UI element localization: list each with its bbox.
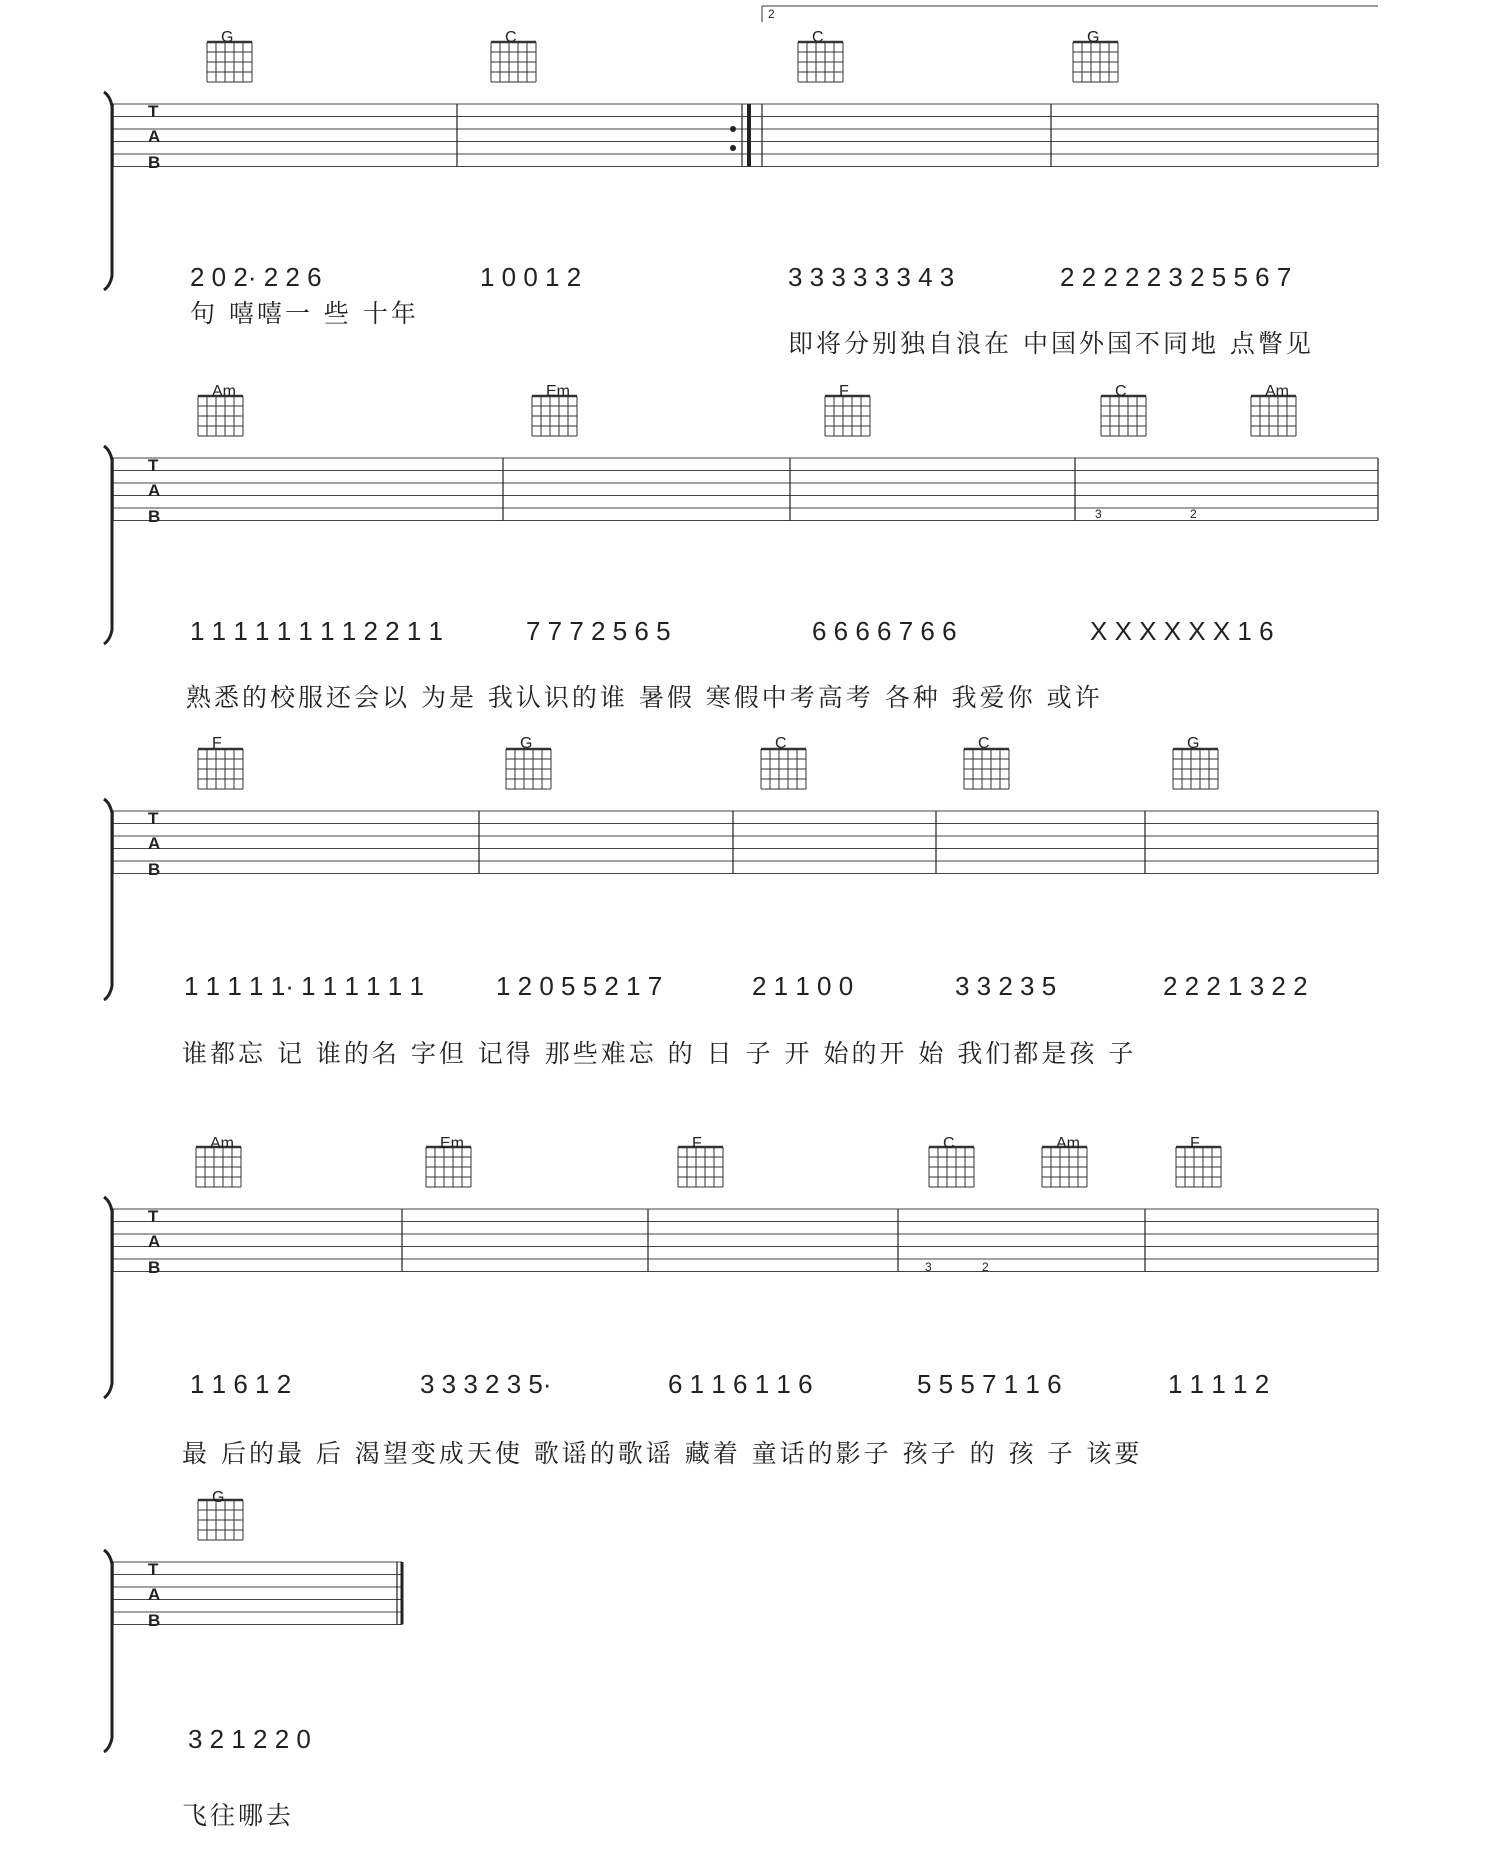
svg-text:A: A: [148, 481, 161, 500]
notation-measure: 7 7 7 2 5 6 5: [526, 616, 671, 646]
svg-text:A: A: [148, 1585, 161, 1604]
svg-text:B: B: [148, 860, 161, 879]
lyric-line: 最 后的最 后 渴望变成天使 歌谣的歌谣 藏着 童话的影子 孩子 的 孩 子 该要: [182, 1439, 1143, 1468]
chord-name: G: [212, 1489, 225, 1506]
svg-text:B: B: [148, 1611, 161, 1630]
notation-measure: X X X X X X 1 6: [1090, 616, 1274, 646]
chord-name: F: [692, 1135, 702, 1152]
notation-measure: 3 3 3 2 3 5·: [420, 1369, 552, 1399]
svg-text:B: B: [148, 1258, 161, 1277]
chord-name: Em: [546, 383, 570, 400]
notation-measure: 1 0 0 1 2: [480, 262, 582, 292]
chord-name: Am: [212, 383, 236, 400]
svg-text:T: T: [148, 102, 159, 121]
chord-names: [210, 29, 1292, 1506]
chord-name: C: [978, 735, 990, 752]
svg-text:2: 2: [982, 1260, 989, 1274]
chord-name: Em: [440, 1135, 464, 1152]
repeat-dot: [730, 126, 736, 132]
notation-measure: 6 1 1 6 1 1 6: [668, 1369, 813, 1399]
chord-name: C: [505, 29, 517, 46]
system-bracket: [104, 1550, 112, 1752]
chord-name: F: [212, 735, 222, 752]
svg-text:3: 3: [1095, 507, 1102, 521]
svg-text:A: A: [148, 1232, 161, 1251]
system-bracket: [104, 92, 112, 290]
chord-name: C: [775, 735, 787, 752]
svg-text:2: 2: [1190, 507, 1197, 521]
svg-text:A: A: [148, 834, 161, 853]
notation-measure: 1 1 1 1 1· 1 1 1 1 1 1: [184, 971, 424, 1001]
notation-measure: 5 5 5 7 1 1 6: [917, 1369, 1062, 1399]
svg-text:T: T: [148, 1207, 159, 1226]
system-bracket: [104, 1197, 112, 1398]
volta-label: 2: [768, 7, 775, 21]
svg-text:T: T: [148, 809, 159, 828]
chord-name: G: [520, 735, 533, 752]
chord-name: C: [1115, 383, 1127, 400]
chord-name: G: [1187, 735, 1200, 752]
chord-name: C: [812, 29, 824, 46]
repeat-dot: [730, 145, 736, 151]
numbered-notation: [184, 262, 1308, 1754]
svg-text:B: B: [148, 507, 161, 526]
notation-measure: 1 1 1 1 2: [1168, 1369, 1270, 1399]
notation-measure: 2 1 1 0 0: [752, 971, 854, 1001]
lyric-line: 即将分别独自浪在 中国外国不同地 点瞥见: [788, 329, 1314, 358]
chord-name: C: [943, 1135, 955, 1152]
volta-bracket: [762, 6, 1378, 22]
notation-measure: 1 1 6 1 2: [190, 1369, 292, 1399]
notation-measure: 3 3 2 3 5: [955, 971, 1057, 1001]
chord-name: Am: [1056, 1135, 1080, 1152]
notation-measure: 1 2 0 5 5 2 1 7: [496, 971, 663, 1001]
system-bracket: [104, 446, 112, 644]
chord-name: F: [839, 383, 849, 400]
notation-measure: 3 2 1 2 2 0: [188, 1724, 311, 1754]
chord-name: Am: [210, 1135, 234, 1152]
lyric-line: 句 嘻嘻一 些 十年: [190, 299, 419, 328]
tab-clef-labels: [148, 102, 160, 1630]
lyric-line: 熟悉的校服还会以 为是 我认识的谁 暑假 寒假中考高考 各种 我爱你 或许: [186, 683, 1103, 712]
svg-text:B: B: [148, 153, 161, 172]
notation-measure: 2 2 2 2 2 3 2 5 5 6 7: [1060, 262, 1292, 292]
notation-measure: 3 3 3 3 3 3 4 3: [788, 262, 955, 292]
notation-measure: 2 0 2· 2 2 6: [190, 262, 322, 292]
chord-name: G: [1087, 29, 1100, 46]
notation-measure: 1 1 1 1 1 1 1 1 2 2 1 1: [190, 616, 443, 646]
notation-measure: 2 2 2 1 3 2 2: [1163, 971, 1308, 1001]
chord-name: Am: [1265, 383, 1289, 400]
svg-text:T: T: [148, 456, 159, 475]
svg-text:A: A: [148, 127, 161, 146]
notation-measure: 6 6 6 6 7 6 6: [812, 616, 957, 646]
lyric-line: 谁都忘 记 谁的名 字但 记得 那些难忘 的 日 子 开 始的开 始 我们都是孩 子: [182, 1039, 1137, 1068]
chord-name: G: [221, 29, 234, 46]
svg-text:T: T: [148, 1560, 159, 1579]
svg-text:3: 3: [925, 1260, 932, 1274]
lyric-line: 飞往哪去: [182, 1801, 295, 1830]
chord-name: F: [1190, 1135, 1200, 1152]
lyrics: [182, 299, 1314, 1830]
system-bracket: [104, 799, 112, 1000]
